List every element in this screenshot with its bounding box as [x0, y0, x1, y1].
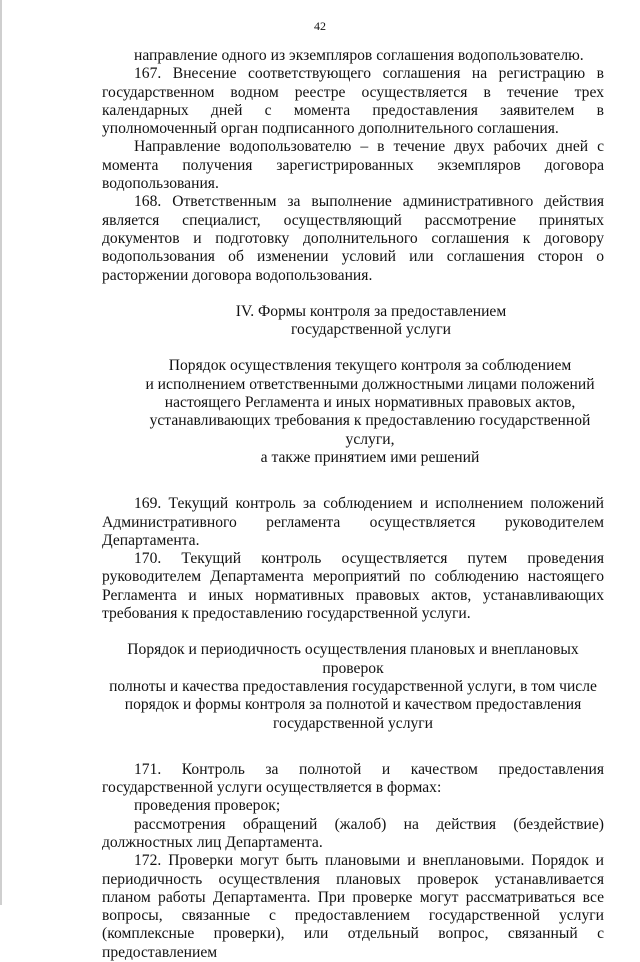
subsection-inspections-heading — [102, 641, 604, 732]
paragraph-168: 168. Ответственным за выполнение административного действия является специалист, осуществляющий рассмотрение принятых документов и подготовку дополнительного соглашения к договору водопользования об изменении условий или соглашения сторон о расторжении договора водопользования. — [102, 193, 604, 284]
paragraph-171-form-inspections: проведения проверок; — [134, 797, 281, 815]
subsection-heading-line: Порядок и периодичность осуществления плановых и внеплановых проверок — [127, 641, 579, 677]
subsection-heading-line: порядок и формы контроля за полнотой и качеством предоставления — [124, 696, 582, 714]
paragraph-continuation: направление одного из экземпляров соглашения водопользователю. — [134, 47, 584, 64]
subsection-heading-line: настоящего Регламента и иных нормативных правовых актов, — [164, 394, 576, 412]
document-body — [102, 47, 604, 962]
paragraph-171: 171. Контроль за полнотой и качеством предоставления государственной услуги осуществляется в формах: — [102, 760, 604, 797]
section-4-heading — [102, 303, 604, 340]
paragraph-170: 170. Текущий контроль осуществляется путем проведения руководителем Департамента мероприятий по соблюдению настоящего Регламента и иных нормативных правовых актов, устанавливающих требования к предоставлению государственной услуги. — [102, 550, 604, 623]
paragraph-171-form-complaints: рассмотрения обращений (жалоб) на действия (бездействие) должностных лиц Департамента. — [102, 815, 604, 851]
paragraph-169: 169. Текущий контроль за соблюдением и исполнением положений Административного регламента осуществляется руководителем Департамента. — [102, 495, 604, 549]
scan-edge-line — [0, 0, 2, 905]
subsection-heading-line: полноты и качества предоставления государственной услуги, в том числе — [109, 677, 597, 695]
section-heading-line: государственной услуги — [290, 321, 452, 339]
subsection-heading-line: и исполнением ответственными должностными лицами положений — [145, 375, 595, 393]
subsection-heading-line: а также принятием ими решений — [260, 448, 480, 466]
subsection-current-control-heading — [102, 357, 604, 467]
paragraph-172: 172. Проверки могут быть плановыми и внеплановыми. Порядок и периодичность осуществления плановых проверок устанавливается планом работы Департамента. При проверке могут рассматриваться все вопросы, связанные с предоставлением государственной услуги (комплексные проверки), или отдельный вопрос, связанный с предоставлением — [102, 852, 604, 961]
page-number: 42 — [314, 19, 326, 33]
subsection-heading-line: государственной услуги — [272, 714, 434, 732]
section-heading-line: IV. Формы контроля за предоставлением — [235, 302, 507, 320]
subsection-heading-line: устанавливающих требования к предоставлению государственной услуги, — [149, 412, 591, 448]
paragraph-167-direction: Направление водопользователю – в течение двух рабочих дней с момента получения зарегистрированных экземпляров договора водопользования. — [102, 138, 604, 193]
subsection-heading-line: Порядок осуществления текущего контроля за соблюдением — [168, 357, 572, 375]
paragraph-167: 167. Внесение соответствующего соглашения на регистрацию в государственном водном реестре осуществляется в течение трех календарных дней с момента предоставления заявителем в уполномоченный орган подписанного дополнительного соглашения. — [102, 65, 604, 138]
